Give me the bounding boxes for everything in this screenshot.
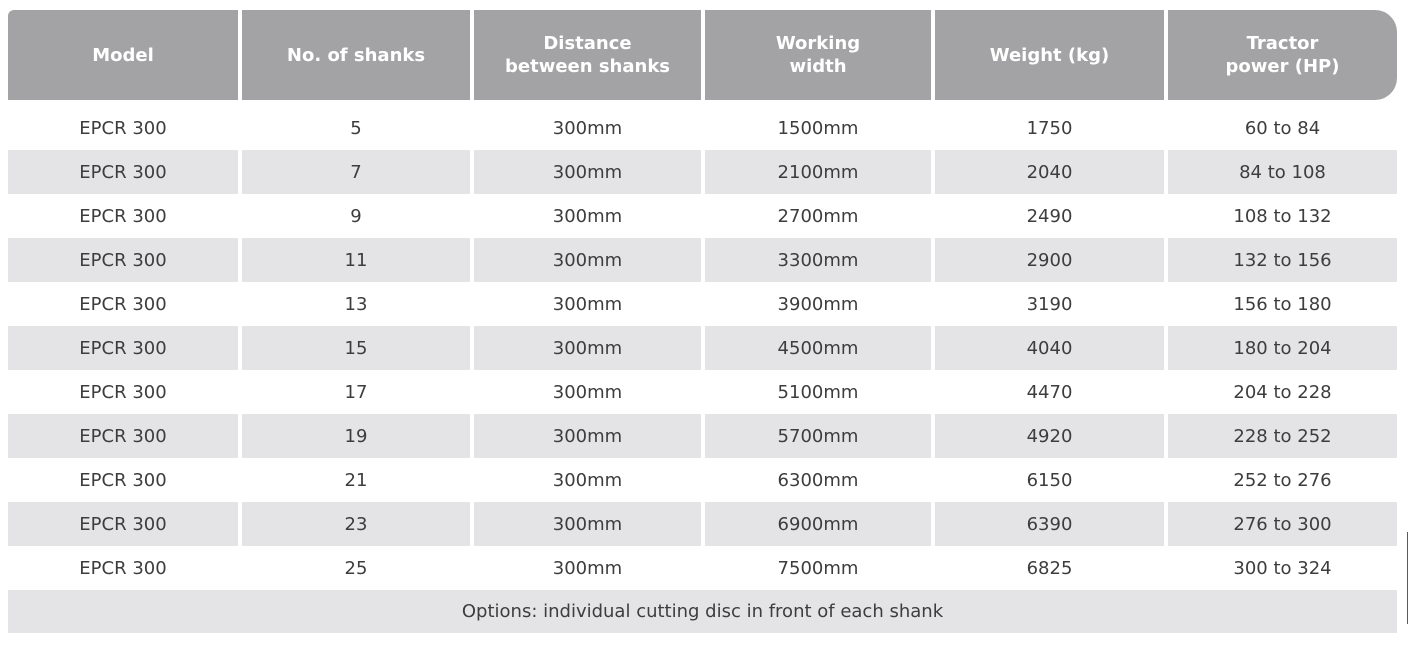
cell-model: EPCR 300 <box>8 458 242 502</box>
cell-weight: 1750 <box>935 100 1168 150</box>
table-row <box>8 100 1397 150</box>
cell-weight: 2490 <box>935 194 1168 238</box>
cell-model: EPCR 300 <box>8 100 242 150</box>
header-shanks <box>242 10 474 100</box>
cell-shanks: 23 <box>242 502 474 546</box>
table-row <box>8 458 1397 502</box>
header-label: Distance between shanks <box>505 33 670 77</box>
header-label: Weight (kg) <box>989 44 1110 66</box>
cell-distance: 300mm <box>474 502 705 546</box>
cell-model: EPCR 300 <box>8 238 242 282</box>
cell-distance: 300mm <box>474 458 705 502</box>
table-body <box>8 100 1397 590</box>
cell-working-width: 5100mm <box>705 370 935 414</box>
cell-model: EPCR 300 <box>8 282 242 326</box>
cell-shanks: 7 <box>242 150 474 194</box>
cell-distance: 300mm <box>474 238 705 282</box>
header-label: Working width <box>775 33 861 77</box>
table-row <box>8 414 1397 458</box>
table-row <box>8 194 1397 238</box>
cell-working-width: 6900mm <box>705 502 935 546</box>
cell-shanks: 11 <box>242 238 474 282</box>
header-model <box>8 10 242 100</box>
cell-tractor-power: 132 to 156 <box>1168 238 1397 282</box>
table-row <box>8 370 1397 414</box>
cell-model: EPCR 300 <box>8 370 242 414</box>
header-distance <box>474 10 705 100</box>
cell-distance: 300mm <box>474 194 705 238</box>
cell-weight: 6390 <box>935 502 1168 546</box>
cell-distance: 300mm <box>474 150 705 194</box>
cell-working-width: 7500mm <box>705 546 935 590</box>
cell-working-width: 1500mm <box>705 100 935 150</box>
cell-model: EPCR 300 <box>8 546 242 590</box>
cell-model: EPCR 300 <box>8 414 242 458</box>
cell-tractor-power: 156 to 180 <box>1168 282 1397 326</box>
cell-shanks: 19 <box>242 414 474 458</box>
cell-shanks: 21 <box>242 458 474 502</box>
cell-distance: 300mm <box>474 326 705 370</box>
cell-distance: 300mm <box>474 282 705 326</box>
cell-tractor-power: 84 to 108 <box>1168 150 1397 194</box>
options-note: Options: individual cutting disc in front of each shank <box>8 590 1397 633</box>
table-row <box>8 150 1397 194</box>
cell-shanks: 9 <box>242 194 474 238</box>
cell-working-width: 4500mm <box>705 326 935 370</box>
cell-tractor-power: 180 to 204 <box>1168 326 1397 370</box>
header-working-width <box>705 10 935 100</box>
cell-weight: 3190 <box>935 282 1168 326</box>
cell-shanks: 25 <box>242 546 474 590</box>
cell-tractor-power: 204 to 228 <box>1168 370 1397 414</box>
header-weight <box>935 10 1168 100</box>
cell-shanks: 13 <box>242 282 474 326</box>
cell-model: EPCR 300 <box>8 194 242 238</box>
table-row <box>8 238 1397 282</box>
cell-tractor-power: 108 to 132 <box>1168 194 1397 238</box>
cell-shanks: 15 <box>242 326 474 370</box>
cell-distance: 300mm <box>474 546 705 590</box>
table-row <box>8 282 1397 326</box>
cell-distance: 300mm <box>474 100 705 150</box>
header-tractor-power <box>1168 10 1397 100</box>
header-label: Tractor power (HP) <box>1225 33 1340 77</box>
table-footer <box>8 590 1397 633</box>
cell-working-width: 3300mm <box>705 238 935 282</box>
cell-working-width: 2100mm <box>705 150 935 194</box>
table-header <box>8 10 1397 100</box>
cell-distance: 300mm <box>474 414 705 458</box>
cell-model: EPCR 300 <box>8 326 242 370</box>
footer-row <box>8 590 1397 633</box>
cell-weight: 6150 <box>935 458 1168 502</box>
cell-tractor-power: 300 to 324 <box>1168 546 1397 590</box>
cell-weight: 2040 <box>935 150 1168 194</box>
cell-model: EPCR 300 <box>8 150 242 194</box>
cell-working-width: 3900mm <box>705 282 935 326</box>
specifications-table <box>8 10 1397 633</box>
cell-tractor-power: 228 to 252 <box>1168 414 1397 458</box>
cell-tractor-power: 252 to 276 <box>1168 458 1397 502</box>
cell-weight: 4040 <box>935 326 1168 370</box>
cell-working-width: 5700mm <box>705 414 935 458</box>
cell-tractor-power: 276 to 300 <box>1168 502 1397 546</box>
cell-shanks: 17 <box>242 370 474 414</box>
cell-working-width: 6300mm <box>705 458 935 502</box>
table-row <box>8 546 1397 590</box>
header-label: Model <box>92 44 154 66</box>
cell-weight: 6825 <box>935 546 1168 590</box>
table-row <box>8 326 1397 370</box>
cell-distance: 300mm <box>474 370 705 414</box>
header-label: No. of shanks <box>286 44 426 66</box>
cell-shanks: 5 <box>242 100 474 150</box>
header-row <box>8 10 1397 100</box>
table-row <box>8 502 1397 546</box>
cell-weight: 4470 <box>935 370 1168 414</box>
cell-weight: 4920 <box>935 414 1168 458</box>
cell-tractor-power: 60 to 84 <box>1168 100 1397 150</box>
cell-model: EPCR 300 <box>8 502 242 546</box>
cell-weight: 2900 <box>935 238 1168 282</box>
cell-working-width: 2700mm <box>705 194 935 238</box>
